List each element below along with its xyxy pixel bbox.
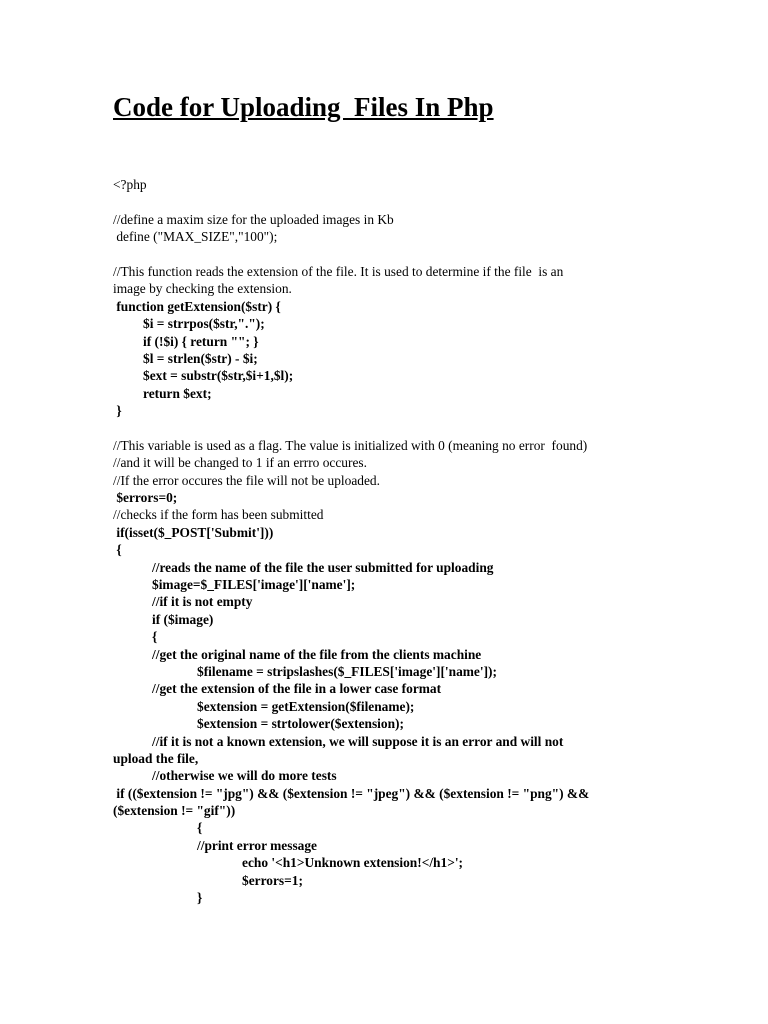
code-line: //If the error occures the file will not be uploaded.: [113, 472, 380, 488]
code-line: if (($extension != "jpg") && ($extension != "jpeg") && ($extension != "png") &&: [113, 785, 590, 801]
code-line: //if it is not a known extension, we will suppose it is an error and will not: [152, 733, 564, 749]
code-line: //checks if the form has been submitted: [113, 507, 324, 523]
code-line: $ext = substr($str,$i+1,$l);: [143, 368, 294, 384]
code-line: //and it will be changed to 1 if an errro occures.: [113, 455, 367, 471]
code-line: if(isset($_POST['Submit'])): [113, 524, 274, 540]
code-line: {: [152, 629, 158, 645]
blank-line: [113, 193, 658, 210]
code-line: //get the extension of the file in a lower case format: [152, 681, 442, 697]
code-line: if ($image): [152, 611, 214, 627]
code-line: }: [113, 403, 122, 419]
code-line: if (!$i) { return ""; }: [143, 333, 259, 349]
code-line: //This function reads the extension of the file. It is used to determine if the file is an: [113, 263, 564, 279]
code-listing: [113, 176, 658, 906]
code-line: return $ext;: [143, 385, 212, 401]
blank-line: [113, 246, 658, 263]
code-line: upload the file,: [113, 750, 199, 766]
code-line: $extension = strtolower($extension);: [197, 716, 404, 732]
code-line: //This variable is used as a flag. The value is initialized with 0 (meaning no error found): [113, 437, 588, 453]
code-line: //reads the name of the file the user submitted for uploading: [152, 559, 494, 575]
code-line: function getExtension($str) {: [113, 298, 281, 314]
code-line: //define a maxim size for the uploaded images in Kb: [113, 211, 394, 227]
code-line: image by checking the extension.: [113, 281, 292, 297]
code-line: define ("MAX_SIZE","100");: [113, 229, 278, 245]
code-line: $extension = getExtension($filename);: [197, 698, 415, 714]
blank-line: [113, 419, 658, 436]
code-line: $errors=0;: [113, 490, 178, 506]
code-line: //if it is not empty: [152, 594, 253, 610]
code-line: {: [113, 542, 122, 558]
code-line: $l = strlen($str) - $i;: [143, 350, 258, 366]
code-line: <?php: [113, 177, 147, 192]
code-line: $errors=1;: [242, 872, 303, 888]
code-line: }: [197, 890, 203, 906]
code-line: $i = strrpos($str,".");: [143, 316, 265, 332]
code-line: ($extension != "gif")): [113, 803, 236, 819]
code-line: //otherwise we will do more tests: [152, 768, 337, 784]
code-line: echo '<h1>Unknown extension!</h1>';: [242, 855, 463, 871]
code-line: {: [197, 820, 203, 836]
code-line: //print error message: [197, 837, 317, 853]
document-title: Code for Uploading Files In Php: [113, 92, 494, 122]
code-line: //get the original name of the file from the clients machine: [152, 646, 482, 662]
code-line: $image=$_FILES['image']['name'];: [152, 576, 356, 592]
code-line: $filename = stripslashes($_FILES['image']['name']);: [197, 663, 497, 679]
